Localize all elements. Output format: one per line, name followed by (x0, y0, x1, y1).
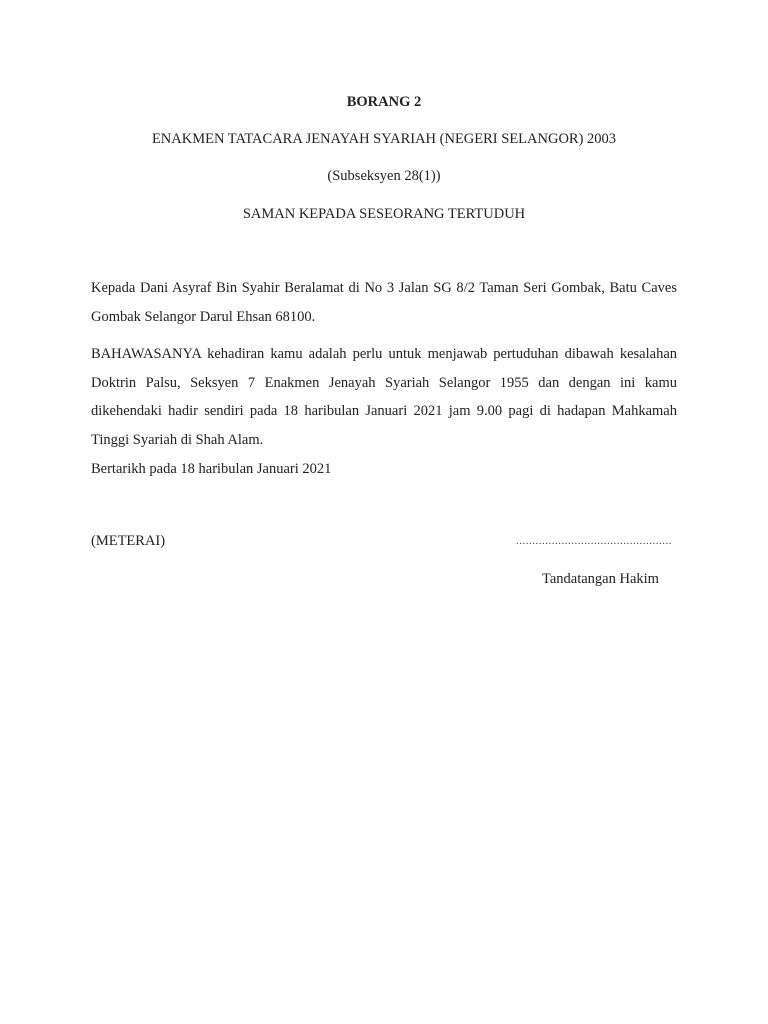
recipient-paragraph: Kepada Dani Asyraf Bin Syahir Beralamat di No 3 Jalan SG 8/2 Taman Seri Gombak, Batu Caves Gombak Selangor Darul Ehsan 68100. (91, 280, 677, 325)
signature-dotted-line: ................................................ (516, 535, 672, 547)
dated-line: Bertarikh pada 18 haribulan Januari 2021 (91, 461, 332, 477)
document-type-heading: SAMAN KEPADA SESEORANG TERTUDUH (242, 206, 526, 222)
signature-label: Tandatangan Hakim (542, 571, 659, 587)
summons-paragraph: BAHAWASANYA kehadiran kamu adalah perlu untuk menjawab pertuduhan dibawah kesalahan Doktrin Palsu, Seksyen 7 Enakmen Jenayah Syariah Selangor 1955 dan dengan ini kamu dikehendaki hadir sendiri pada 18 haribulan Januari 2021 jam 9.00 pagi di hadapan Mahkamah Tinggi Syariah di Shah Alam. (91, 346, 677, 448)
seal-label: (METERAI) (91, 533, 166, 549)
act-title: ENAKMEN TATACARA JENAYAH SYARIAH (NEGERI SELANGOR) 2003 (151, 131, 617, 147)
form-title: BORANG 2 (346, 94, 422, 110)
subsection-reference: (Subseksyen 28(1)) (327, 168, 441, 184)
